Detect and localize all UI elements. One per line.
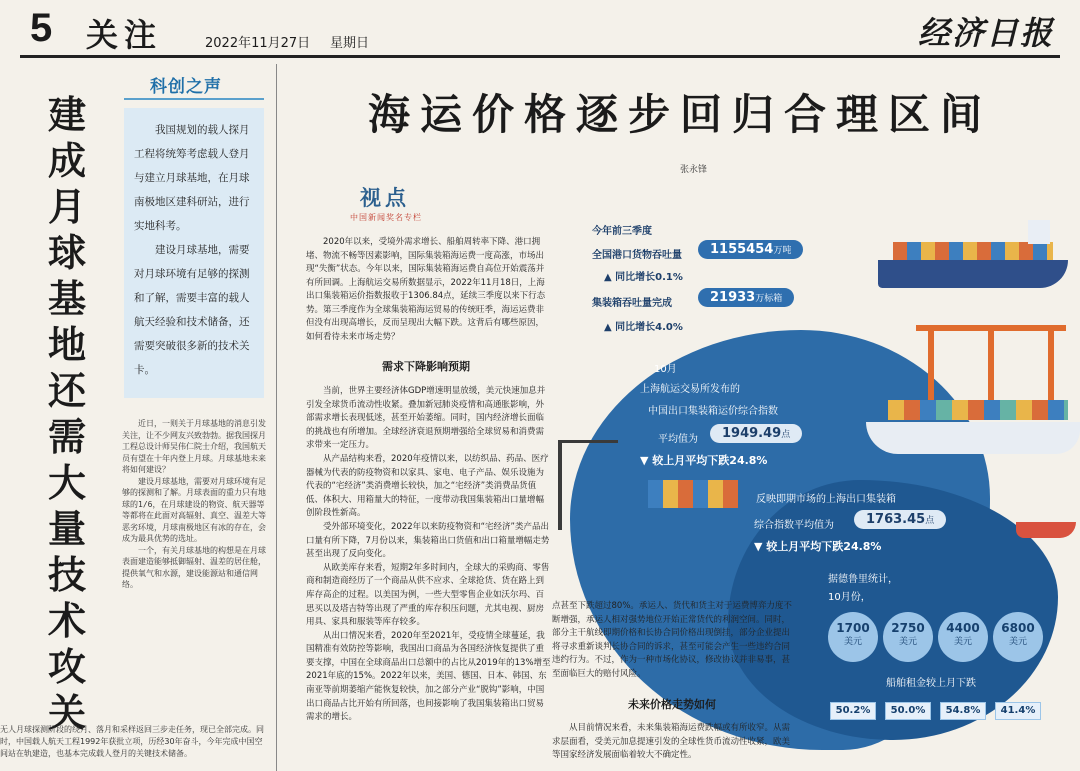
route-decline-label: 船舶租金较上月下跌 [886,678,976,689]
container-unit: 万标箱 [755,294,783,304]
decline-percent: 54.8% [940,702,986,720]
body-paragraph: 从出口情况来看，2020年至2021年，受疫情全球蔓延，我国精准有效防控等影响，我国出口商品为各国经济恢复提供了重要支撑，中国在全球商品出口总额中的占比从2019年的13%增至2021年底的15%。2022年以来，美国、德国、日本、韩国、东南亚等前期萎缩产能恢复较快，加之部分产业“脱钩”影响，中国出口商品占比开始有所回落，也间接影响了我国集装箱出口贸易需求的增长。 [306,630,551,723]
side-article-title: 建成月球基地还需大量技术攻关 [47,93,86,735]
page-number: 5 [30,6,53,50]
container-stack [893,242,1053,260]
container-value-pill [698,288,794,307]
column-divider [276,64,277,771]
index-change: ▼ 较上月平均下跌24.8% [640,454,768,467]
shanghai-label: 综合指数平均值为 [754,520,834,531]
index-avg-label: 平均值为 [658,434,698,445]
column-subtitle: 中国新闻奖名专栏 [350,213,422,222]
decline-percent: 41.4% [995,702,1041,720]
side-article-bottom: 无人月球探测阶段的绕月、落月和采样返回三步走任务，现已全部完成。同时，中国载人航天工程1992年获批立项，历经30年奋斗，今年完成中国空间站在轨建造，也基本完成载人登月的关键技术储备。 [0,725,264,758]
throughput-value: 1155454 [710,242,774,257]
section-name: 关注 [86,16,163,54]
route-rate-circle: 1700 美元 [828,612,878,662]
index-avg-value: 1949.49 [722,426,782,441]
page-header [0,0,1080,58]
cargo-ship-illustration [866,422,1080,454]
port-crane-leg [928,325,934,405]
container-stack [888,400,1068,420]
article-body [306,385,551,771]
article-outlook [552,722,792,771]
sidebar-paragraph: 建设月球基地，需要对月球环境有足够的探测和了解，需要丰富的载人航天经验和技术储备，还需要突破很多新的技术关卡。 [134,244,250,376]
body-paragraph: 从欧美库存来看，短期2年多时间内，全球大的采购商、零售商和制造商经历了一个商品从供不应求、全球抢货、货在路上到库存高企的过程。以美国为例，一些大型零售企业如沃尔玛、百思买以及塔吉特等出现了严重的库存积压问题，尤其电视、厨房用具、家具和服装等库存较多。 [306,562,550,628]
route-rate-circle: 4400 美元 [938,612,988,662]
harbor-crane-icon [558,440,562,530]
body-paragraph: 建设月球基地，需要对月球环境有足够的探测和了解。月球表面的重力只有地球的1/6，在月球建设的物资、航天器等等都将在此面对高辐射、真空、温差大等恶劣环境，月球南极地区有冰的存在，会成为最具优势的选址。 [122,476,266,543]
shanghai-unit: 点 [925,516,935,526]
newspaper-logo: 经济日报 [917,14,1054,52]
route-rate-circle: 2750 美元 [883,612,933,662]
issue-weekday: 星期日 [330,36,370,51]
shanghai-change: ▼ 较上月平均下跌24.8% [754,540,882,553]
route-rate-circle: 6800 美元 [993,612,1043,662]
month-label: 10月 [654,364,677,375]
decline-percent: 50.2% [830,702,876,720]
ship-bridge [1028,220,1050,244]
subheading-outlook: 未来价格走势如何 [628,698,716,711]
side-article-body [122,418,267,723]
body-paragraph: 从目前情况来看，未来集装箱海运费跌幅或有所收窄。从需求层面看，受美元加息提速引发的全球性货币流动性收紧，欧美等国家经济发展面临着较大不确定性。 [552,723,791,760]
sidebar-box [124,108,264,398]
throughput-change: ▲ 同比增长0.1% [604,272,683,283]
throughput-unit: 万吨 [773,246,792,256]
small-ship-illustration [1016,522,1076,538]
body-paragraph: 受外部环境变化，2022年以来防疫物资和“宅经济”类产品出口量有所下降，7月份以来，集装箱出口货值和出口箱量增幅走势甚至出现了反向变化。 [306,521,550,560]
header-rule [20,55,1060,58]
body-paragraph: 一个，有关月球基地的构想是在月球表面建造能够抵御辐射、温差的居住舱，提供氧气和水源，建设能源站和通信网络。 [122,545,266,589]
article-continuation [552,600,792,681]
container-label: 集装箱吞吐量完成 [592,298,672,309]
index-name: 中国出口集装箱运价综合指数 [648,406,778,417]
main-headline: 海运价格逐步回归合理区间 [367,90,992,139]
article-intro [306,236,546,344]
index-source: 上海航运交易所发布的 [640,384,740,395]
throughput-value-pill [698,240,803,259]
port-crane-leg [988,325,994,405]
body-paragraph: 当前，世界主要经济体GDP增速明显放缓，美元快速加息并引发全球货币流动性收紧。叠加新冠肺炎疫情和高通胀影响，外部需求增长表现低迷，甚至开始萎缩。同时，国内经济增长面临的挑战也有所增加。全球经济衰退预期增强给全球贸易和消费需求带来一定压力。 [306,386,546,451]
decline-percent: 50.0% [885,702,931,720]
index-avg-unit: 点 [781,430,791,440]
author-byline: 张永锋 [680,165,708,175]
subheading-demand: 需求下降影响预期 [382,360,470,373]
period-label: 今年前三季度 [592,226,652,237]
container-stack [648,480,738,508]
body-paragraph: 近日，一则关于月球基地的消息引发关注，让不少网友兴致勃勃。据我国探月工程总设计师吴伟仁院士介绍，我国航天员有望在十年内登上月球。月球基地未来将如何建设？ [122,419,266,474]
harbor-crane-arm [558,440,618,443]
port-crane-leg [1048,325,1054,405]
shanghai-value-pill [854,510,946,529]
sidebar-title: 科创之声 [150,77,222,97]
throughput-label: 全国港口货物吞吐量 [592,250,682,261]
shanghai-title: 反映即期市场的上海出口集装箱 [756,494,896,505]
issue-date: 2022年11月27日 [205,36,311,51]
intro-paragraph: 2020年以来，受境外需求增长、船舶周转率下降、港口拥堵、物流不畅等因素影响，国际集装箱海运费一度高涨，市场出现“失衡”状态。今年以来，国际集装箱海运费自高位开始震荡并有所回调。上海航运交易所数据显示，2022年11月18日，上海出口集装箱运价指数报收于1306.84点，延续三季度以来下行态势。第三季度作为全球集装箱海运贸易的传统旺季，海运运费非但没有出现高增长，反而呈现出大幅下跌。这背后有哪些原因，如何看待未来市场走势？ [306,237,546,342]
sidebar-rule [124,98,264,100]
column-logo: 视点 [360,186,410,210]
container-value: 21933 [710,290,756,305]
body-paragraph: 点甚至下跌超过80%。承运人、货代和货主对于运费博弈力度不断增强，承运人相对强势地位开始正常货代的利润空间。同时，部分主干航线即期价格和长协合同价格出现倒挂，部分企业提出将寻求重新谈判长协合同的诉求，甚至可能会产生一些违约合同违约行为。不过，作为一种市场化协议，修改协议并非易事，甚至面临巨大的赔付风险。 [552,601,792,679]
shanghai-value: 1763.45 [866,512,926,527]
index-avg-pill [710,424,802,443]
container-ship-illustration [878,260,1068,288]
drewry-month: 10月份， [828,592,871,603]
drewry-title: 据德鲁里统计， [828,574,898,585]
container-change: ▲ 同比增长4.0% [604,322,683,333]
sidebar-paragraph: 我国规划的载人探月工程将统筹考虑载人登月与建立月球基地，在月球南极地区建科研站，进行实地科考。 [134,124,250,232]
body-paragraph: 从产品结构来看，2020年疫情以来，以纺织品、药品、医疗器械为代表的防疫物资和以家具、家电、电子产品、娱乐设施为代表的“宅经济”类消费增长较快，加之“宅经济”类消费品货值低、体积大、用箱量大的特征，一度带动我国集装箱出口量增幅创阶段性新高。 [306,453,549,519]
